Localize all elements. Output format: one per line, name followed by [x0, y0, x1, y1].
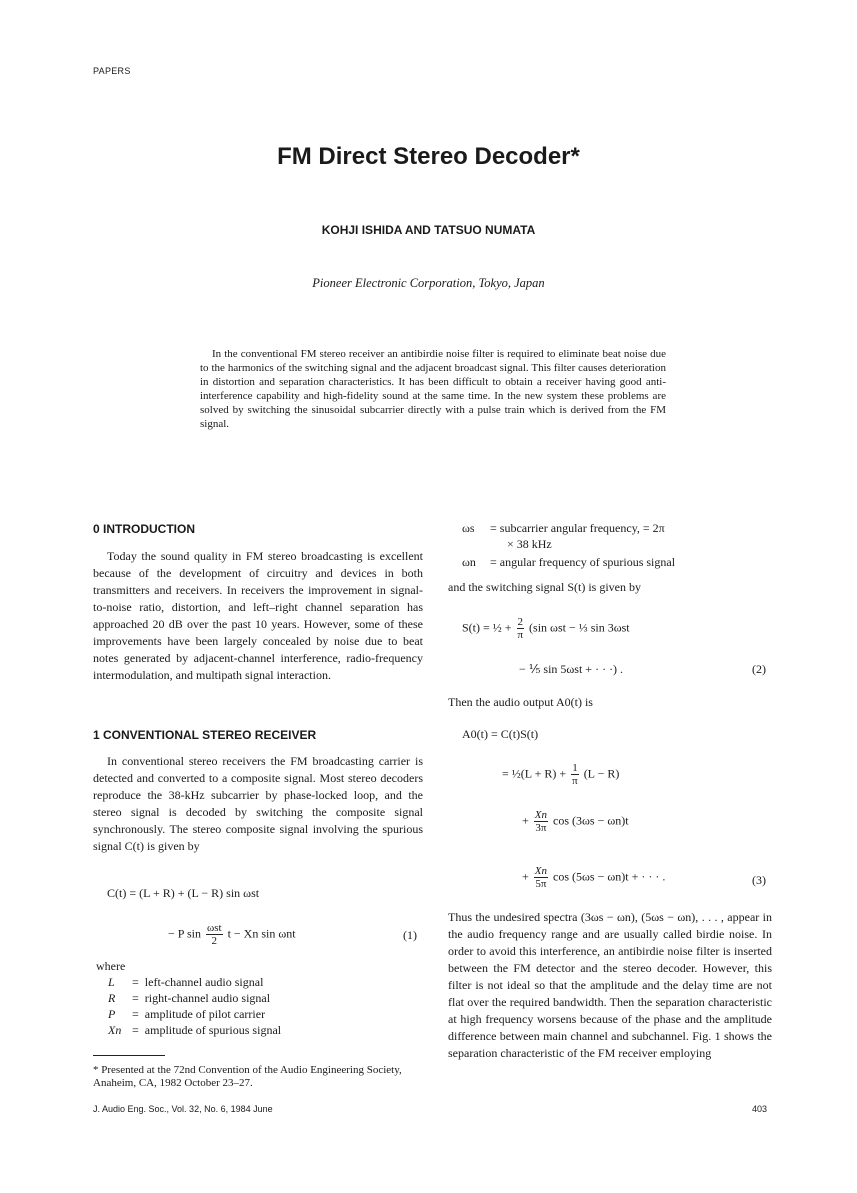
left-column-section1: [93, 727, 423, 855]
equation-2-fraction: [517, 616, 525, 641]
def-wn-symbol: ωn: [462, 555, 476, 569]
switching-signal-intro: and the switching signal S(t) is given by: [448, 580, 641, 594]
equation-1-fraction-numerator: ωst: [207, 922, 222, 934]
equation-1-number: (1): [403, 928, 417, 942]
definition-text: right-channel audio signal: [144, 991, 271, 1005]
def-wn-text: = angular frequency of spurious signal: [490, 555, 676, 569]
conventional-receiver-heading: 1 CONVENTIONAL STEREO RECEIVER: [93, 728, 317, 742]
equation-2-line-1: [462, 616, 630, 641]
equation-3-line-2: [502, 762, 619, 787]
definition-text: left-channel audio signal: [144, 975, 264, 989]
footnote-rule: [93, 1055, 165, 1056]
journal-citation: J. Audio Eng. Soc., Vol. 32, No. 6, 1984 June: [93, 1104, 273, 1114]
equation-3-fraction-2-numerator: Xn: [534, 809, 548, 821]
equation-2-part-b: (sin ωst − ⅓ sin 3ωst: [529, 620, 630, 635]
definition-row: [108, 974, 287, 990]
equation-1-fraction-denominator: 2: [211, 935, 218, 947]
authors: KOHJI ISHIDA AND TATSUO NUMATA: [321, 223, 536, 237]
equation-3-line-4-part-b: cos (5ωs − ωn)t + · · · .: [553, 869, 666, 884]
birdie-noise-paragraph: Thus the undesired spectra (3ωs − ωn), (5ωs − ωn), . . . , appear in the audio frequency range and are usually called birdie noise. In order to avoid this interference, an antibirdie noise filter is inserted between the FM detector and the stereo decoder. However, this filter is not ideal so that the amplitude and the delay time are not flat over the required bandwidth. Then the separation characteristic at high frequency worsens because of the phase and the amplitude difference between main channel and subchannel. Fig. 1 shows the separation characteristic of the FM receiver employing: [448, 910, 772, 1060]
equation-3-line-2-part-a: = ½(L + R) +: [502, 766, 567, 781]
intro-heading: 0 INTRODUCTION: [93, 522, 195, 536]
equation-3-fraction-3-numerator: Xn: [534, 865, 548, 877]
equation-3-line-3-part-b: cos (3ωs − ωn)t: [553, 813, 629, 828]
definition-equals: =: [132, 1023, 139, 1037]
affiliation: Pioneer Electronic Corporation, Tokyo, Japan: [312, 276, 545, 290]
equation-3-fraction-2: [534, 809, 548, 834]
definition-symbol: P: [108, 1007, 116, 1021]
equation-2-fraction-numerator: 2: [517, 616, 524, 628]
equation-3-fraction-1-denominator: π: [572, 775, 578, 787]
equation-3-line-1: A0(t) = C(t)S(t): [462, 727, 539, 741]
equation-1-fraction: [206, 922, 223, 947]
paper-title: FM Direct Stereo Decoder*: [277, 143, 580, 170]
def-ws-text: = subcarrier angular frequency, = 2π: [490, 521, 665, 535]
equation-1-line-1: C(t) = (L + R) + (L − R) sin ωst: [107, 886, 260, 900]
definition-text: amplitude of pilot carrier: [144, 1007, 266, 1021]
equation-3-fraction-3: [534, 865, 548, 890]
abstract: In the conventional FM stereo receiver an antibirdie noise filter is required to eliminate beat noise due to the harmonics of the switching signal and the adjacent broadcast signal. This filter causes deterioration in distortion and separation characteristics. It has been difficult to obtain a receiver having good anti-interference capability and high-fidelity sound at the same time. In the new system these problems are solved by switching the sinusoidal subcarrier directly with a pulse train which is derived from the FM signal.: [200, 348, 666, 430]
definition-text: amplitude of spurious signal: [144, 1023, 282, 1037]
definition-symbol: L: [108, 975, 115, 989]
equation-1-line-2: [168, 922, 296, 947]
running-head: PAPERS: [93, 66, 131, 76]
equation-3-line-4-part-a: +: [522, 869, 529, 884]
page-number: 403: [752, 1104, 768, 1114]
equation-3-number: (3): [752, 873, 766, 887]
equation-3-fraction-1-numerator: 1: [572, 762, 578, 774]
definition-row: [108, 1022, 287, 1038]
conventional-receiver-paragraph: In conventional stereo receivers the FM broadcasting carrier is detected and converted to a composite signal. Most stereo decoders reproduce the 38-kHz subcarrier by phase-locked loop, and the stereo signal is decoded by switching the composite signal synchronously. The stereo composite signal involving the spurious signal C(t) is given by: [93, 754, 423, 853]
definition-symbol: Xn: [108, 1023, 122, 1037]
definition-equals: =: [132, 975, 139, 989]
equation-3-fraction-3-denominator: 5π: [535, 878, 547, 890]
def-ws-symbol: ωs: [462, 521, 475, 535]
equation-3-fraction-1: [571, 762, 579, 787]
footnote: * Presented at the 72nd Convention of the Audio Engineering Society, Anaheim, CA, 1982 October 23–27.: [93, 1064, 402, 1089]
equation-1-part-a: − P sin: [168, 926, 201, 941]
equation-1-part-b: t − Xn sin ωnt: [227, 926, 296, 941]
definition-row: [108, 1006, 287, 1022]
equation-3-fraction-2-denominator: 3π: [535, 822, 547, 834]
equation-3-line-3-part-a: +: [522, 813, 529, 828]
left-column-top: [93, 521, 423, 684]
equation-2-fraction-denominator: π: [517, 629, 524, 641]
equation-2-line-2: − ⅕ sin 5ωst + · · ·) .: [519, 662, 624, 676]
where-label: where: [96, 959, 126, 973]
definition-symbol: R: [108, 991, 116, 1005]
right-column-body: [448, 909, 772, 1062]
equation-2-number: (2): [752, 662, 766, 676]
def-ws-continuation: × 38 kHz: [507, 537, 552, 551]
equation-3-line-2-part-b: (L − R): [583, 766, 620, 781]
audio-output-intro: Then the audio output A0(t) is: [448, 695, 593, 709]
equation-3-line-3: [522, 809, 629, 834]
definition-equals: =: [132, 991, 139, 1005]
definition-row: [108, 990, 287, 1006]
equation-2-part-a: S(t) = ½ +: [462, 620, 512, 635]
intro-paragraph: Today the sound quality in FM stereo broadcasting is excellent because of the development of circuitry and devices in both transmitters and receivers. In receivers the improvement in signal-to-noise ratio, distortion, and left–right channel separation has approached 20 dB over the past 10 years. However, some of these improvements have been largely concealed by noise due to beat notes generated by adjacent-channel interference, radio-frequency intermodulation, and multipath signal interaction.: [93, 549, 423, 682]
symbol-definitions: [108, 974, 287, 1038]
equation-3-line-4: [522, 865, 665, 890]
definition-equals: =: [132, 1007, 139, 1021]
